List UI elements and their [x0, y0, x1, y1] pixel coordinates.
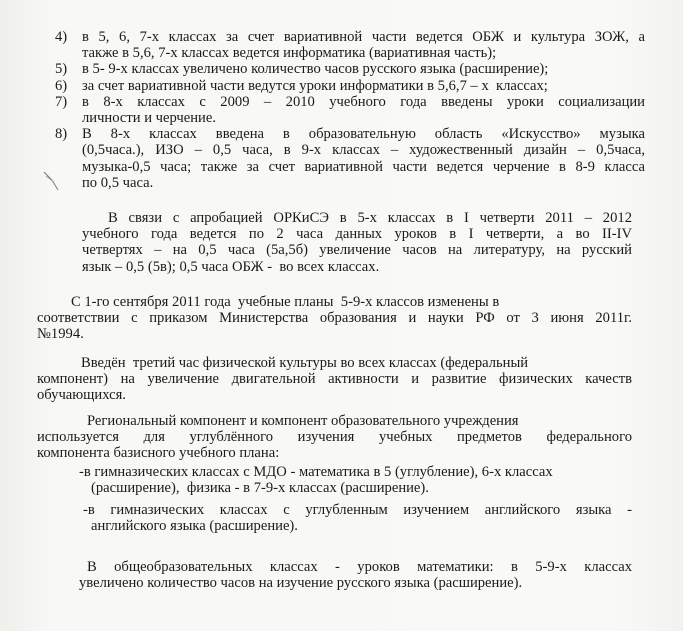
list-number: 8) [55, 126, 68, 143]
text-line: (0,5часа.), ИЗО – 0,5 часа, в 9-х классах – художественный дизайн – 0,5часа, [82, 142, 645, 159]
text-line: В связи с апробацией ОРКиСЭ в 5-х классах в I четверти 2011 – 2012 [108, 210, 632, 226]
text-line: в 8-х классах с 2009 – 2010 учебного года введены уроки социализации [82, 93, 645, 110]
regional-paragraph [37, 413, 632, 462]
text-line: язык – 0,5 (5в); 0,5 часа ОБЖ - во всех классах. [82, 258, 380, 275]
text-line: (расширение), физика - в 7-9-х классах (расширение). [91, 480, 429, 497]
text-line: соответствии с приказом Министерства образования и науки РФ от 3 июня 2011г. [37, 310, 632, 327]
general-paragraph [79, 559, 632, 591]
text-line: С 1-го сентября 2011 года учебные планы 5-9-х классов изменены в [71, 294, 500, 310]
text-line: используется для углублённого изучения учебных предметов федерального [37, 429, 632, 446]
text-line: по 0,5 часа. [82, 174, 154, 191]
text-line: увеличено количество часов на изучение русского языка (расширение). [79, 575, 523, 592]
text-line: в 5- 9-х классах увеличено количество часов русского языка (расширение); [82, 61, 549, 78]
text-line: компонент) на увеличение двигательной активности и развитие физических качеств [37, 371, 632, 388]
numbered-list [55, 29, 645, 191]
gymnasium-english-item [79, 502, 632, 534]
text-line: английского языка (расширение). [91, 518, 298, 535]
gymnasium-mdo-item [79, 464, 632, 496]
text-line: -в гимназических классах с МДО - математика в 5 (углубление), 6-х классах [79, 464, 553, 480]
list-item-6 [55, 78, 645, 94]
text-line: в 5, 6, 7-х классах за счет вариативной части ведется ОБЖ и культура ЗОЖ, а [82, 29, 645, 45]
orkse-paragraph [82, 210, 632, 275]
order-paragraph [37, 294, 632, 343]
text-line: №1994. [37, 326, 84, 343]
text-line: Введён третий час физической культуры во всех классах (федеральный [81, 355, 529, 371]
text-line: обучающихся. [37, 387, 126, 404]
list-number: 6) [55, 77, 68, 94]
text-line: -в гимназических классах с углубленным изучением английского языка - [83, 502, 632, 518]
text-line: за счет вариативной части ведутся уроки информатики в 5,6,7 – х классах; [82, 77, 548, 94]
text-line: личности и черчение. [82, 110, 216, 127]
list-number: 5) [55, 61, 68, 78]
text-line: компонента базисного учебного плана: [37, 445, 280, 462]
text-line: Региональный компонент и компонент образовательного учреждения [87, 413, 519, 429]
list-item-4 [55, 29, 645, 61]
list-item-7 [55, 94, 645, 126]
text-line: музыка-0,5 часа; также за счет вариативной части ведется черчение в 8-9 класса [82, 158, 645, 175]
list-item-5 [55, 61, 645, 77]
text-line: также в 5,6, 7-х классах ведется информатика (вариативная часть); [82, 45, 497, 62]
list-item-8 [55, 126, 645, 191]
list-number: 4) [55, 29, 68, 45]
text-line: В общеобразовательных классах - уроков математики: в 5-9-х классах [87, 559, 632, 575]
list-number: 7) [55, 93, 68, 110]
pe-paragraph [37, 355, 632, 404]
text-line: учебного года ведется по 2 часа данных уроков в I четверти, а во II-IV [82, 226, 632, 243]
text-line: четвертях – на 0,5 часа (5а,5б) увеличение часов на литературу, на русский [82, 242, 632, 259]
text-line: В 8-х классах введена в образовательную область «Искусство» музыка [82, 126, 645, 143]
